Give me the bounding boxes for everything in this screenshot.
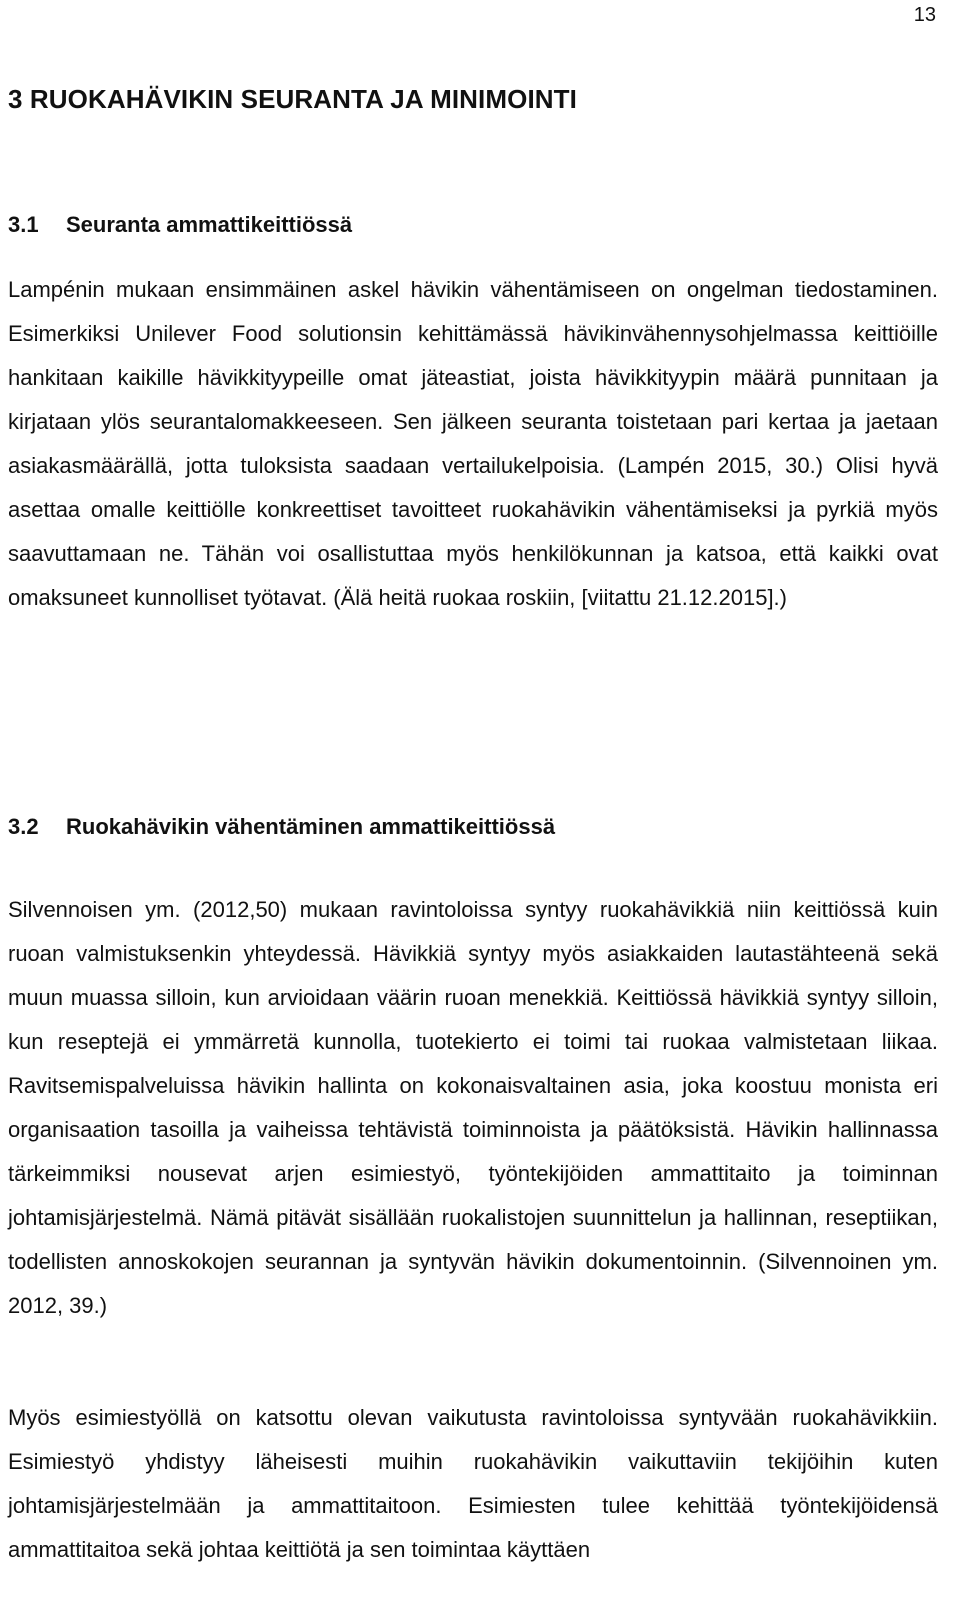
paragraph-seuranta: Lampénin mukaan ensimmäinen askel hävikin vähentämiseen on ongelman tiedostaminen. Esimerkiksi Unilever Food solutionsin kehittämässä hävikinvähennysohjelmassa keittiöille hankitaan kaikille hävikkityypeille omat jäteastiat, joista hävikkityypin määrä punnitaan ja kirjataan ylös seurantalomakkeeseen. Sen jälkeen seuranta toistetaan pari kertaa ja jaetaan asiakasmäärällä, jotta tuloksista saadaan vertailukelpoisia. (Lampén 2015, 30.) Olisi hyvä asettaa omalle keittiölle konkreettiset tavoitteet ruokahävikin vähentämiseksi ja pyrkiä myös saavuttamaan ne. Tähän voi osallistuttaa myös henkilökunnan ja katsoa, että kaikki ovat omaksuneet kunnolliset työtavat. (Älä heitä ruokaa roskiin, [viitattu 21.12.2015].) (8, 277, 938, 610)
page-number: 13 (913, 4, 936, 26)
section-number: 3.1 (8, 212, 39, 237)
paragraph-vahentaminen: Silvennoisen ym. (2012,50) mukaan ravintoloissa syntyy ruokahävikkiä niin keittiössä kuin ruoan valmistuksenkin yhteydessä. Hävikkiä syntyy myös asiakkaiden lautastähteenä sekä muun muassa silloin, kun arvioidaan väärin ruoan menekkiä. Keittiössä hävikkiä syntyy silloin, kun reseptejä ei ymmärretä kunnolla, tuotekierto ei toimi tai ruokaa valmistetaan liikaa. Ravitsemispalveluissa hävikin hallinta on kokonaisvaltainen asia, joka koostuu monista eri organisaation tasoilla ja vaiheissa tehtävistä toiminnoista ja päätöksistä. Hävikin hallinnassa tärkeimmiksi nousevat arjen esimiestyö, työntekijöiden ammattitaito ja toiminnan johtamisjärjestelmä. Nämä pitävät sisällään ruokalistojen suunnittelun ja hallinnan, reseptiikan, todellisten annoskokojen seurannan ja syntyvän hävikin dokumentoinnin. (Silvennoinen ym. 2012, 39.) (8, 897, 938, 1318)
section-title: Ruokahävikin vähentäminen ammattikeittiössä (66, 814, 556, 839)
chapter-heading: 3 RUOKAHÄVIKIN SEURANTA JA MINIMOINTI (8, 84, 577, 114)
section-title: Seuranta ammattikeittiössä (66, 212, 353, 237)
section-number: 3.2 (8, 814, 39, 839)
paragraph-esimiestyo: Myös esimiestyöllä on katsottu olevan vaikutusta ravintoloissa syntyvään ruokahävikkiin. Esimiestyö yhdistyy läheisesti muihin ruokahävikin vaikuttaviin tekijöihin kuten johtamisjärjestelmään ja ammattitaitoon. Esimiesten tulee kehittää työntekijöidensä ammattitaitoa sekä johtaa keittiötä ja sen toimintaa käyttäen (8, 1405, 938, 1562)
section-heading-3-1 (8, 212, 352, 238)
section-heading-3-2 (8, 814, 555, 840)
